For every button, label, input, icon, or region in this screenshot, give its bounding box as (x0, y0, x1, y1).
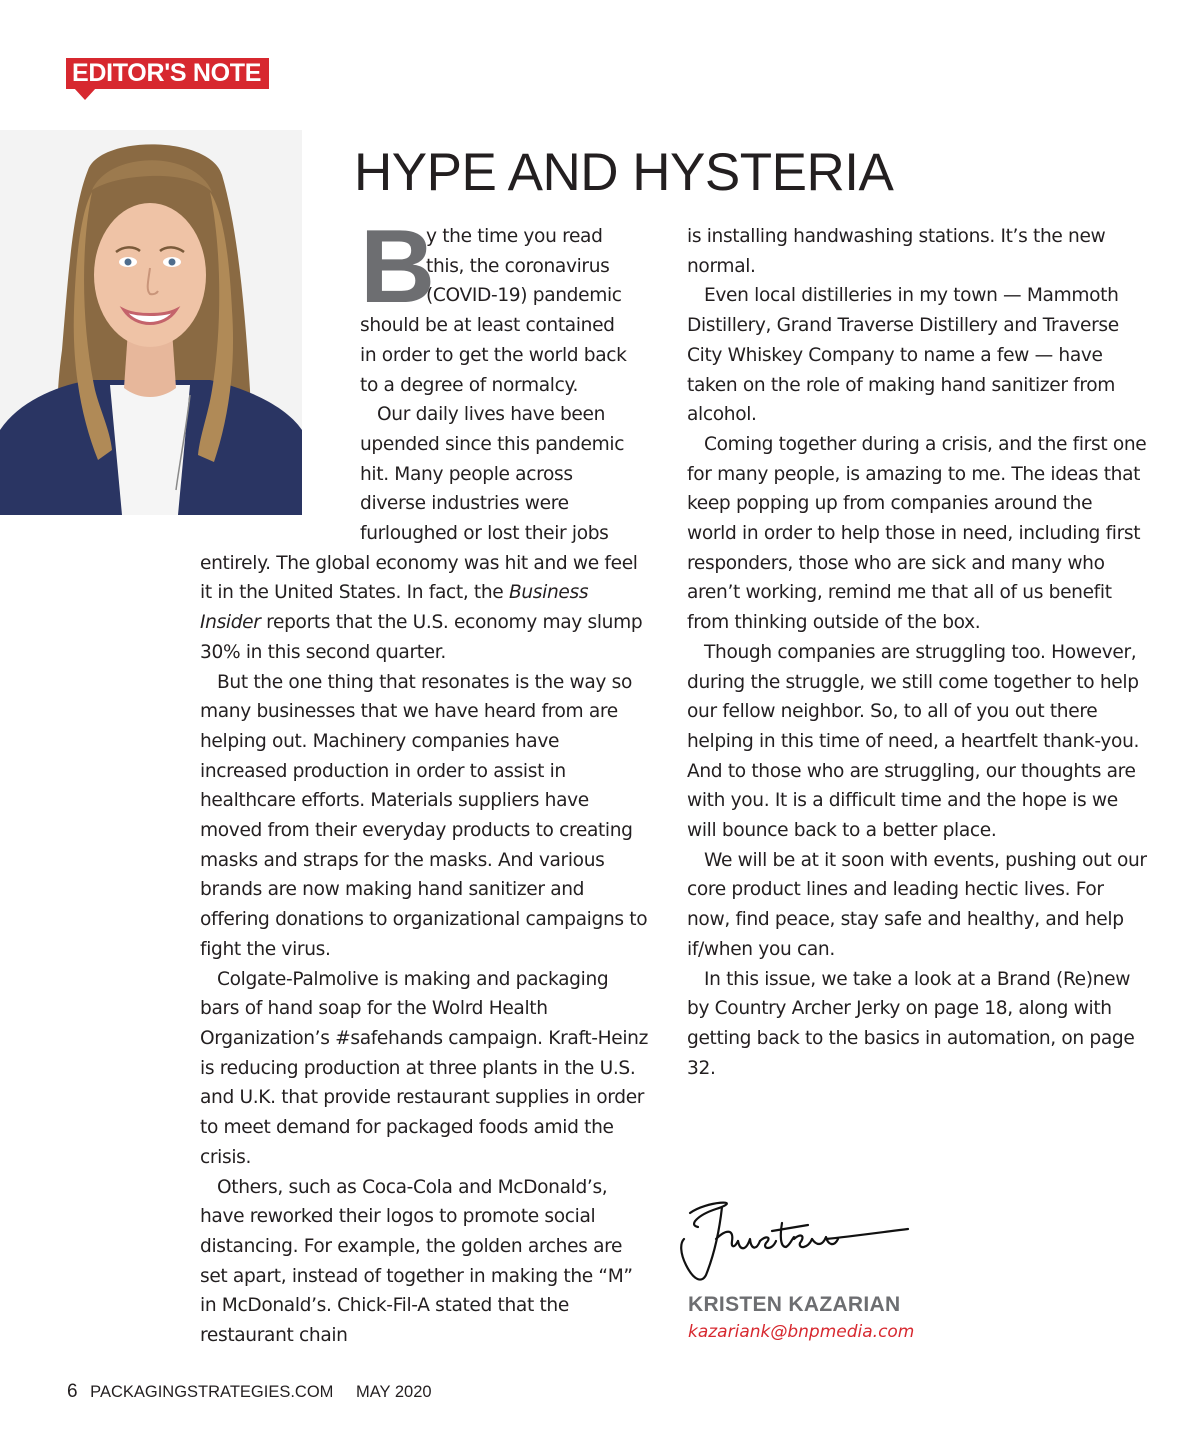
paragraph-10: We will be at it soon with events, pushing out our core product lines and leading hectic lives. For now, find peace, stay safe and healthy, and help if/when you can. (687, 849, 1147, 960)
author-email-link[interactable]: kazariank@bnpmedia.com (688, 1322, 915, 1342)
page-number: 6 (67, 1381, 78, 1402)
author-name: KRISTEN KAZARIAN (688, 1293, 901, 1316)
paragraph-line: hit. Many people across (360, 463, 573, 485)
paragraph-5: Others, such as Coca-Cola and McDonald’s, have reworked their logos to promote social distancing. For example, the golden arches are set apart, instead of together in making the “M” in McDonald’s. Chick-Fil-A stated that the restaurant chain (200, 1176, 633, 1347)
article-column-left (200, 209, 650, 1351)
intro-line: in order to get the world back (360, 344, 627, 366)
page-footer (67, 1381, 432, 1403)
signature-image (676, 1195, 916, 1287)
section-label (66, 58, 269, 89)
paragraph-3: But the one thing that resonates is the way so many businesses that we have heard from are helping out. Machinery companies have increased production in order to assist in healthcare efforts. Materials suppliers have moved from their everyday products to creating masks and straps for the masks. And various brands are now making hand sanitizer and offering donations to organizational campaigns to fight the virus. (200, 671, 648, 960)
paragraph-2-narrow (200, 400, 650, 549)
paragraph-line: diverse industries were (360, 493, 569, 515)
intro-line: y the time you read (426, 226, 603, 247)
paragraph-4: Colgate-Palmolive is making and packaging bars of hand soap for the Wolrd Health Organization’s #safehands campaign. Kraft-Heinz is reducing production at three plants in the U.S. and U.K. that provide restaurant supplies in order to meet demand for packaged foods amid the crisis. (200, 968, 649, 1168)
paragraph-line: furloughed or lost their jobs (360, 523, 609, 545)
footer-date: MAY 2020 (356, 1383, 432, 1401)
intro-line: to a degree of normalcy. (360, 374, 579, 396)
section-label-text: EDITOR'S NOTE (66, 58, 269, 89)
paragraph-2-wide (200, 549, 650, 668)
paragraph-9: Though companies are struggling too. However, during the struggle, we still come together to help our fellow neighbor. So, to all of you out there helping in this time of need, a heartfelt thank-you. And to those who are struggling, our thoughts are with you. It is a difficult time and the hope is we will bounce back to a better place. (687, 641, 1140, 842)
paragraph-6: is installing handwashing stations. It’s the new normal. (687, 226, 1106, 277)
article-column-right (687, 222, 1147, 1083)
intro-line: should be at least contained (360, 315, 615, 337)
section-label-tail (74, 88, 96, 100)
paragraph-7: Even local distilleries in my town — Mammoth Distillery, Grand Traverse Distillery and Traverse City Whiskey Company to name a few — have taken on the role of making hand sanitizer from alcohol. (687, 285, 1119, 426)
intro-block (200, 209, 650, 549)
paragraph-line: Our daily lives have been (377, 404, 606, 426)
paragraph-8: Coming together during a crisis, and the first one for many people, is amazing to me. The ideas that keep popping up from companies around the world in order to help those in need, including first responders, those who are sick and many who aren’t working, remind me that all of us benefit from thinking outside of the box. (687, 433, 1147, 634)
drop-cap: B (360, 209, 435, 325)
paragraph-text: reports that the U.S. economy may slump 30% in this second quarter. (200, 612, 643, 663)
intro-line: this, the coronavirus (426, 255, 610, 277)
footer-site: PACKAGINGSTRATEGIES.COM (90, 1383, 334, 1401)
intro-line: (COVID-19) pandemic (426, 285, 622, 307)
paragraph-line: upended since this pandemic (360, 433, 625, 455)
paragraph-11: In this issue, we take a look at a Brand (Re)new by Country Archer Jerky on page 18, along with getting back to the basics in automation, on page 32. (687, 968, 1135, 1079)
headline: HYPE AND HYSTERIA (354, 143, 894, 202)
publication-name: Business Insider (200, 582, 589, 634)
paragraph-text: entirely. The global economy was hit and we feel it in the United States. In fact, the (200, 552, 638, 604)
